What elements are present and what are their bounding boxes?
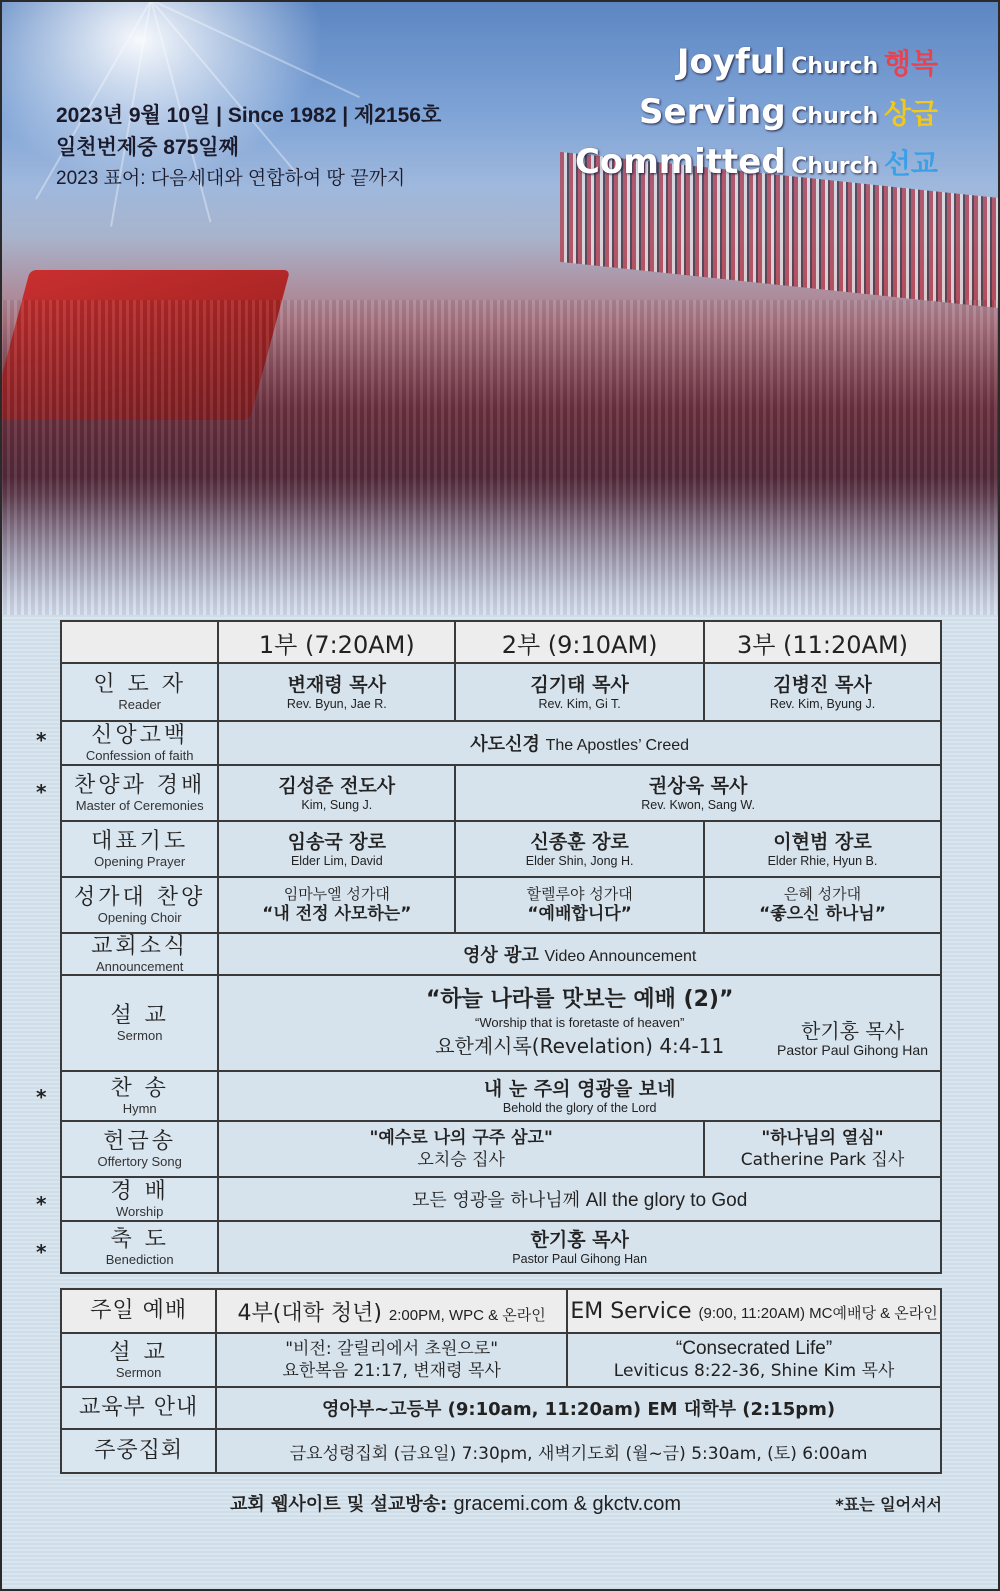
- hero-photo: [0, 0, 1000, 620]
- hymn-text: 내 눈 주의 영광을 보네 Behold the glory of the Lord: [218, 1071, 941, 1121]
- motto-joyful: Joyful Church 행복: [676, 42, 938, 82]
- header-blank: [61, 621, 218, 663]
- website-links[interactable]: gracemi.com & gkctv.com: [453, 1493, 682, 1515]
- reader-2: 김기태 목사 Rev. Kim, Gi T.: [455, 663, 704, 721]
- year-motto: 2023 표어: 다음세대와 연합하여 땅 끝까지: [56, 168, 406, 189]
- reader-row: [61, 663, 941, 721]
- congregation-crowd: [0, 300, 1000, 620]
- service-2-time: 2부 (9:10AM): [455, 621, 704, 663]
- offertory-label: 헌금송 Offertory Song: [61, 1121, 218, 1177]
- bulletin-info: [56, 100, 441, 194]
- prayer-3: 이현범 장로 Elder Rhie, Hyun B.: [704, 821, 941, 877]
- prayer-2: 신종훈 장로 Elder Shin, Jong H.: [455, 821, 704, 877]
- prayer-1: 임송국 장로 Elder Lim, David: [218, 821, 455, 877]
- stand-marker: *: [36, 780, 47, 804]
- praise-leader-1: 김성준 전도사 Kim, Sung J.: [218, 765, 455, 821]
- stand-marker: *: [36, 1192, 47, 1216]
- sermon-title-en: “Worship that is foretaste of heaven”: [475, 1015, 685, 1030]
- sunday-services-row: [61, 1289, 941, 1333]
- choir-1: 임마누엘 성가대 “내 전정 사모하는”: [218, 877, 455, 933]
- other-services-table: [60, 1288, 942, 1474]
- motto-serving: Serving Church 상급: [639, 92, 938, 132]
- prayer-label: 대표기도 Opening Prayer: [61, 821, 218, 877]
- service-times-row: [61, 621, 941, 663]
- confession-label: 신앙고백 Confession of faith: [61, 721, 218, 765]
- reader-label: 인 도 자 Reader: [61, 663, 218, 721]
- benediction-label: 축 도 Benediction: [61, 1221, 218, 1273]
- offertory-song-1: "예수로 나의 구주 삼고" 오치승 집사: [218, 1121, 704, 1177]
- worship-text: 모든 영광을 하나님께 All the glory to God: [218, 1177, 941, 1221]
- choir-row: [61, 877, 941, 933]
- em-service: EM Service (9:00, 11:20AM) MC예배당 & 온라인: [567, 1289, 941, 1333]
- stand-marker: *: [36, 1240, 47, 1264]
- education-row: [61, 1387, 941, 1429]
- sermon-scripture: 요한계시록(Revelation) 4:4-11: [435, 1034, 725, 1058]
- sermon-content: [218, 975, 941, 1071]
- education-text: 영아부~고등부 (9:10am, 11:20am) EM 대학부 (2:15pm): [216, 1387, 941, 1429]
- choir-label: 성가대 찬양 Opening Choir: [61, 877, 218, 933]
- reader-1: 변재령 목사 Rev. Byun, Jae R.: [218, 663, 455, 721]
- motto-committed: Committed Church 선교: [574, 142, 938, 182]
- worship-row: [61, 1177, 941, 1221]
- sermon-preacher: 한기홍 목사 Pastor Paul Gihong Han: [777, 1019, 928, 1058]
- service-3-time: 3부 (11:20AM): [704, 621, 941, 663]
- confession-row: [61, 721, 941, 765]
- sunday-label: 주일 예배: [61, 1289, 216, 1333]
- choir-3: 은혜 성가대 “좋으신 하나님”: [704, 877, 941, 933]
- hymn-label: 찬 송 Hymn: [61, 1071, 218, 1121]
- reader-3: 김병진 목사 Rev. Kim, Byung J.: [704, 663, 941, 721]
- stand-note: *표는 일어서서: [835, 1495, 942, 1514]
- announcement-row: [61, 933, 941, 975]
- order-of-service-table: [60, 620, 942, 1274]
- offering-count: 일천번제중 875일째: [56, 136, 239, 159]
- church-motto: [575, 40, 938, 190]
- choir-2: 할렐루야 성가대 “예배합니다”: [455, 877, 704, 933]
- service-1-time: 1부 (7:20AM): [218, 621, 455, 663]
- announcement-text: 영상 광고 Video Announcement: [218, 933, 941, 975]
- midweek-label: 주중집회: [61, 1429, 216, 1473]
- sermon-label: 설 교 Sermon: [61, 975, 218, 1071]
- hymn-row: [61, 1071, 941, 1121]
- confession-text: 사도신경 The Apostles’ Creed: [218, 721, 941, 765]
- sermon-title: “하늘 나라를 맛보는 예배 (2)”: [425, 987, 734, 1012]
- footer-website: 교회 웹사이트 및 설교방송: gracemi.com & gkctv.com: [230, 1493, 682, 1515]
- praise-leader-2: 권상욱 목사 Rev. Kwon, Sang W.: [455, 765, 941, 821]
- date-issue: 2023년 9월 10일 | Since 1982 | 제2156호: [56, 104, 442, 127]
- praise-label: 찬양과 경배 Master of Ceremonies: [61, 765, 218, 821]
- service-4: 4부(대학 청년) 2:00PM, WPC & 온라인: [216, 1289, 567, 1333]
- midweek-text: 금요성령집회 (금요일) 7:30pm, 새벽기도회 (월~금) 5:30am, (토) 6:00am: [216, 1429, 941, 1473]
- announcement-label: 교회소식 Announcement: [61, 933, 218, 975]
- benediction-text: 한기홍 목사 Pastor Paul Gihong Han: [218, 1221, 941, 1273]
- lower-sermon-label: 설 교 Sermon: [61, 1333, 216, 1387]
- benediction-row: [61, 1221, 941, 1273]
- offertory-song-2: "하나님의 열심" Catherine Park 집사: [704, 1121, 941, 1177]
- service-4-sermon: "비전: 갈릴리에서 초원으로" 요한복음 21:17, 변재령 목사: [216, 1333, 567, 1387]
- stand-marker: *: [36, 1085, 47, 1109]
- lower-sermon-row: [61, 1333, 941, 1387]
- education-label: 교육부 안내: [61, 1387, 216, 1429]
- em-sermon: “Consecrated Life” Leviticus 8:22-36, Shine Kim 목사: [567, 1333, 941, 1387]
- midweek-row: [61, 1429, 941, 1473]
- praise-row: [61, 765, 941, 821]
- sermon-row: [61, 975, 941, 1071]
- offertory-row: [61, 1121, 941, 1177]
- worship-label: 경 배 Worship: [61, 1177, 218, 1221]
- stand-marker: *: [36, 728, 47, 752]
- prayer-row: [61, 821, 941, 877]
